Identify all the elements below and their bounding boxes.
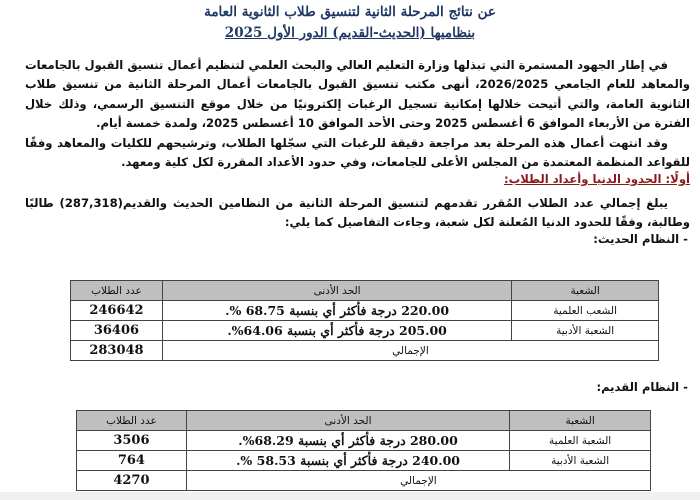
table-header-row — [77, 411, 651, 431]
table-row — [71, 321, 659, 341]
minimum-cell: 280.00 درجة فأكثر أي بنسبة 68.29%. — [186, 431, 509, 451]
minimum-cell: 220.00 درجة فأكثر أي بنسبة 68.75 %. — [162, 301, 511, 321]
total-label: الإجمالي — [186, 471, 650, 491]
totals-paragraph: يبلغ إجمالي عدد الطلاب المُقرر تقدمهم لتنسيق المرحلة الثانية من النظامين الحديث والقديم(287,318) طالبًا وطالبة، وفقًا للحدود الدنيا المُعلنة لكل شعبة، وجاءت التفاصيل كما يلي: — [25, 196, 690, 230]
table-total-row — [71, 341, 659, 361]
intro-paragraph: في إطار الجهود المستمرة التي تبذلها وزارة التعليم العالي والبحث العلمي لتنظيم أعمال تنسيق القبول بالجامعات والمعاهد للعام الجامعي 2026/2025، أنهى مكتب تنسيق القبول بالجامعات أعمال المرحلة الثانية من تنسيق طلاب الثانوية العامة، والتي أتيحت خلالها إمكانية تسجيل الرغبات إلكترونيًا من خلال موقع التنسيق الرسمي، وذلك خلال الفترة من الأربعاء الموافق 6 أغسطس 2025 وحتى الأحد الموافق 10 أغسطس 2025، ولمدة خمسة أيام. — [25, 58, 690, 130]
track-cell: الشعبة الأدبية — [512, 321, 659, 341]
count-cell: 764 — [77, 451, 187, 471]
count-cell: 36406 — [71, 321, 163, 341]
old-system-table — [76, 410, 651, 491]
minimum-cell: 205.00 درجة فأكثر أي بنسبة 64.06%. — [162, 321, 511, 341]
new-system-table — [70, 280, 659, 361]
track-cell: الشعبة الأدبية — [510, 451, 651, 471]
total-label: الإجمالي — [162, 341, 658, 361]
header-minimum: الحد الأدنى — [162, 281, 511, 301]
table-header-row — [71, 281, 659, 301]
header-count: عدد الطلاب — [77, 411, 187, 431]
page-bottom-edge — [0, 492, 700, 500]
completion-paragraph: وقد انتهت أعمال هذه المرحلة بعد مراجعة دقيقة للرغبات التي سجّلها الطلاب، وترشيحهم للكليات والمعاهد وفقًا للقواعد المنظمة المعتمدة من المجلس الأعلى للجامعات، وفي حدود الأعداد المقررة لكل كلية ومعهد. — [25, 136, 690, 170]
table-row — [77, 451, 651, 471]
new-system-label: - النظام الحديث: — [593, 232, 688, 246]
total-count: 283048 — [71, 341, 163, 361]
old-system-label: - النظام القديم: — [596, 380, 688, 394]
track-cell: الشعبة العلمية — [510, 431, 651, 451]
section-heading-minimums: أولًا: الحدود الدنيا وأعداد الطلاب: — [503, 172, 690, 186]
count-cell: 246642 — [71, 301, 163, 321]
header-track: الشعبة — [510, 411, 651, 431]
document-title-line1: عن نتائج المرحلة الثانية لتنسيق طلاب الثانوية العامة — [204, 4, 496, 20]
document-title-line2: بنظاميها (الحديث-القديم) الدور الأول 2025 — [224, 25, 476, 41]
count-cell: 3506 — [77, 431, 187, 451]
table-row — [71, 301, 659, 321]
header-minimum: الحد الأدنى — [186, 411, 509, 431]
header-track: الشعبة — [512, 281, 659, 301]
track-cell: الشعب العلمية — [512, 301, 659, 321]
header-count: عدد الطلاب — [71, 281, 163, 301]
table-row — [77, 431, 651, 451]
total-count: 4270 — [77, 471, 187, 491]
table-total-row — [77, 471, 651, 491]
minimum-cell: 240.00 درجة فأكثر أي بنسبة 58.53 %. — [186, 451, 509, 471]
